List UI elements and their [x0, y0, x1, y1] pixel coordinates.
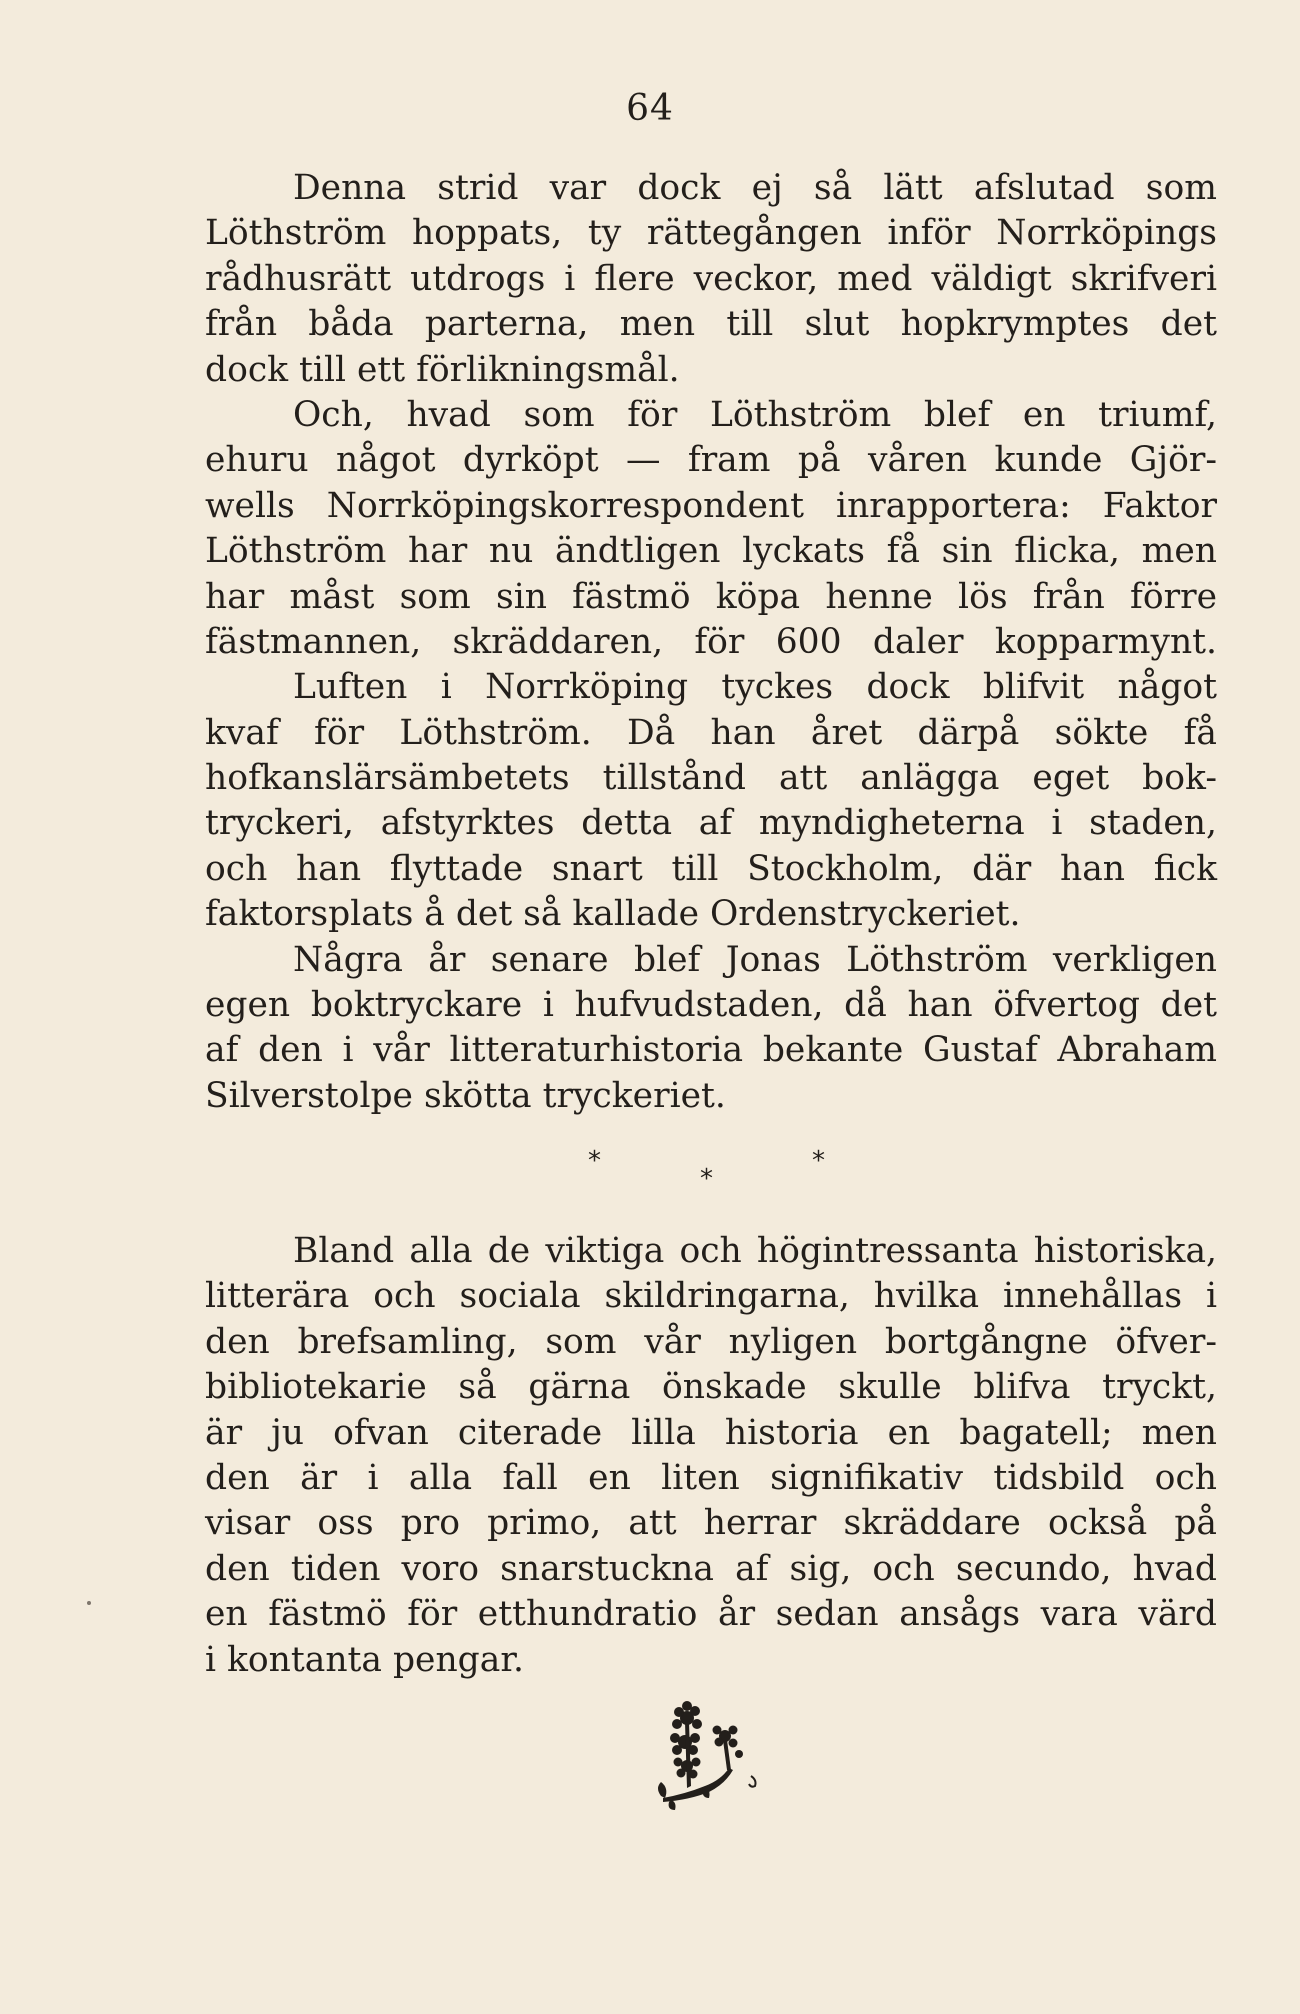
asterisk-icon: * — [588, 1146, 601, 1176]
asterisk-icon: * — [812, 1146, 825, 1176]
text-line: från båda parterna, men till slut hopkrymptes det — [205, 304, 1217, 345]
text-line: den är i alla fall en liten signifikativ tidsbild och — [205, 1457, 1217, 1498]
section-one — [205, 166, 1217, 1119]
text-line: och han flyttade snart till Stockholm, där han fick — [205, 848, 1217, 889]
text-line: rådhusrätt utdrogs i flere veckor, med väldigt skrifveri — [205, 258, 1217, 299]
text-line: Några år senare blef Jonas Löthström verkligen — [293, 939, 1217, 980]
text-line: ehuru något dyrköpt — fram på våren kunde Gjör- — [205, 440, 1217, 481]
text-line: Och, hvad som för Löthström blef en triumf, — [293, 394, 1217, 435]
text-line: Löthström hoppats, ty rättegången inför Norrköpings — [205, 213, 1217, 254]
text-line: är ju ofvan citerade lilla historia en bagatell; men — [205, 1412, 1217, 1453]
text-line: litterära och sociala skildringarna, hvilka innehållas i — [205, 1276, 1217, 1317]
asterisk-icon: * — [700, 1164, 713, 1194]
text-line: faktorsplats å det så kallade Ordenstryckeriet. — [205, 894, 1021, 935]
text-line: af den i vår litteraturhistoria bekante Gustaf Abraham — [205, 1030, 1217, 1071]
text-line: Silverstolpe skötta tryckeriet. — [205, 1075, 726, 1116]
text-line: i kontanta pengar. — [205, 1639, 524, 1680]
text-line: Bland alla de viktiga och högintressanta historiska, — [293, 1231, 1217, 1271]
text-line: Löthström har nu ändtligen lyckats få sin flicka, men — [205, 531, 1217, 572]
text-line: wells Norrköpingskorrespondent inrapportera: Faktor — [205, 485, 1217, 526]
text-line: tryckeri, afstyrktes detta af myndigheterna i staden, — [205, 803, 1217, 844]
text-line: kvaf för Löthström. Då han året därpå sökte få — [205, 712, 1217, 753]
section-separator — [0, 1140, 1300, 1200]
text-line: Luften i Norrköping tyckes dock blifvit något — [293, 667, 1217, 708]
text-line: den tiden voro snarstuckna af sig, och secundo, hvad — [205, 1548, 1217, 1589]
text-line: en fästmö för etthundratio år sedan ansågs vara värd — [205, 1594, 1217, 1635]
section-two — [205, 1229, 1217, 1683]
text-line: visar oss pro primo, att herrar skräddare också på — [205, 1503, 1217, 1544]
page-number: 64 — [626, 88, 674, 129]
print-speck — [87, 1601, 91, 1605]
floral-vignette-icon — [655, 1698, 775, 1813]
text-line: fästmannen, skräddaren, för 600 daler kopparmynt. — [205, 621, 1217, 662]
text-line: bibliotekarie så gärna önskade skulle blifva tryckt, — [205, 1367, 1217, 1408]
text-line: dock till ett förlikningsmål. — [205, 349, 680, 390]
text-line: den brefsamling, som vår nyligen bortgångne öfver- — [205, 1321, 1217, 1362]
text-line: har måst som sin fästmö köpa henne lös från förre — [205, 576, 1217, 617]
text-line: Denna strid var dock ej så lätt afslutad som — [293, 168, 1217, 208]
text-line: hofkanslärsämbetets tillstånd att anlägga eget bok- — [205, 758, 1217, 799]
text-line: egen boktryckare i hufvudstaden, då han öfvertog det — [205, 985, 1217, 1026]
